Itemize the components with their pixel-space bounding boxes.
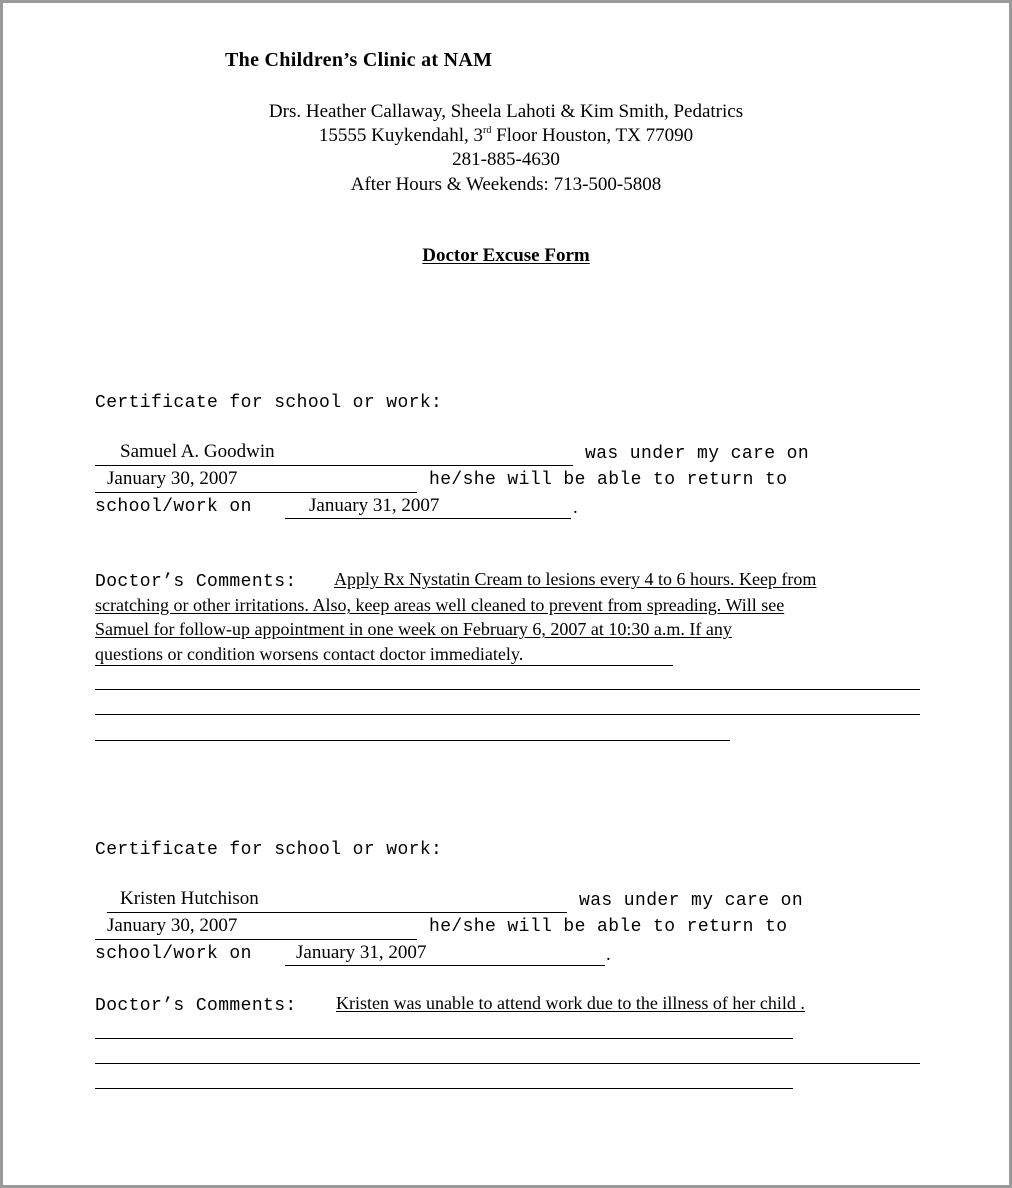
patient-name-line-2 xyxy=(107,912,567,913)
return-date-line-1 xyxy=(285,518,571,519)
care-date-2: January 30, 2007 xyxy=(107,915,238,936)
return-label-1: he/she will be able to return to xyxy=(429,470,788,490)
return-label-2: he/she will be able to return to xyxy=(429,917,788,937)
form-title: Doctor Excuse Form xyxy=(422,245,590,266)
patient-name-line-1 xyxy=(95,465,573,466)
address-suffix: Floor Houston, TX 77090 xyxy=(491,125,694,146)
address-line xyxy=(3,125,1009,147)
under-care-label-1: was under my care on xyxy=(585,444,810,464)
period-2: . xyxy=(606,944,611,965)
comment-2-line-1: Kristen was unable to attend work due to the illness of her child . xyxy=(336,993,805,1013)
comment-1-line-4: questions or condition worsens contact doctor immediately. xyxy=(95,644,524,664)
blank-rule-2c xyxy=(95,1088,793,1089)
patient-name-1: Samuel A. Goodwin xyxy=(120,441,275,462)
clinic-name: The Children’s Clinic at NAM xyxy=(225,49,493,71)
care-date-1: January 30, 2007 xyxy=(107,468,238,489)
phone-line: 281-885-4630 xyxy=(452,149,560,170)
comment-1-line-2: scratching or other irritations. Also, keep areas well cleaned to prevent from spreading. Will see xyxy=(95,595,785,615)
comments-label-1: Doctor’s Comments: xyxy=(95,572,297,592)
address-sup: rd xyxy=(482,125,492,136)
patient-name-2: Kristen Hutchison xyxy=(120,888,259,909)
return-date-line-2 xyxy=(285,965,605,966)
period-1: . xyxy=(573,497,578,518)
certificate-label-1: Certificate for school or work: xyxy=(95,393,443,413)
blank-rule-2a xyxy=(95,1038,793,1039)
blank-rule-1b xyxy=(95,714,920,715)
care-date-line-1 xyxy=(95,492,417,493)
doctors-line: Drs. Heather Callaway, Sheela Lahoti & Kim Smith, Pedatrics xyxy=(268,101,744,122)
return-date-2: January 31, 2007 xyxy=(296,942,427,963)
return-date-1: January 31, 2007 xyxy=(309,495,440,516)
comment-1-line-3: Samuel for follow-up appointment in one week on February 6, 2007 at 10:30 a.m. If any xyxy=(95,619,732,639)
address-prefix: 15555 Kuykendahl, 3 xyxy=(318,125,483,146)
blank-rule-1c xyxy=(95,740,730,741)
care-date-line-2 xyxy=(95,939,417,940)
comment-1-line-4-rule xyxy=(95,665,673,666)
school-work-label-2: school/work on xyxy=(95,944,252,964)
blank-rule-2b xyxy=(95,1063,920,1064)
comment-1-line-1: Apply Rx Nystatin Cream to lesions every 4 to 6 hours. Keep from xyxy=(334,569,817,589)
after-hours-line: After Hours & Weekends: 713-500-5808 xyxy=(350,174,662,195)
blank-rule-1a xyxy=(95,689,920,690)
comments-label-2: Doctor’s Comments: xyxy=(95,996,297,1016)
under-care-label-2: was under my care on xyxy=(579,891,804,911)
certificate-label-2: Certificate for school or work: xyxy=(95,840,443,860)
school-work-label-1: school/work on xyxy=(95,497,252,517)
